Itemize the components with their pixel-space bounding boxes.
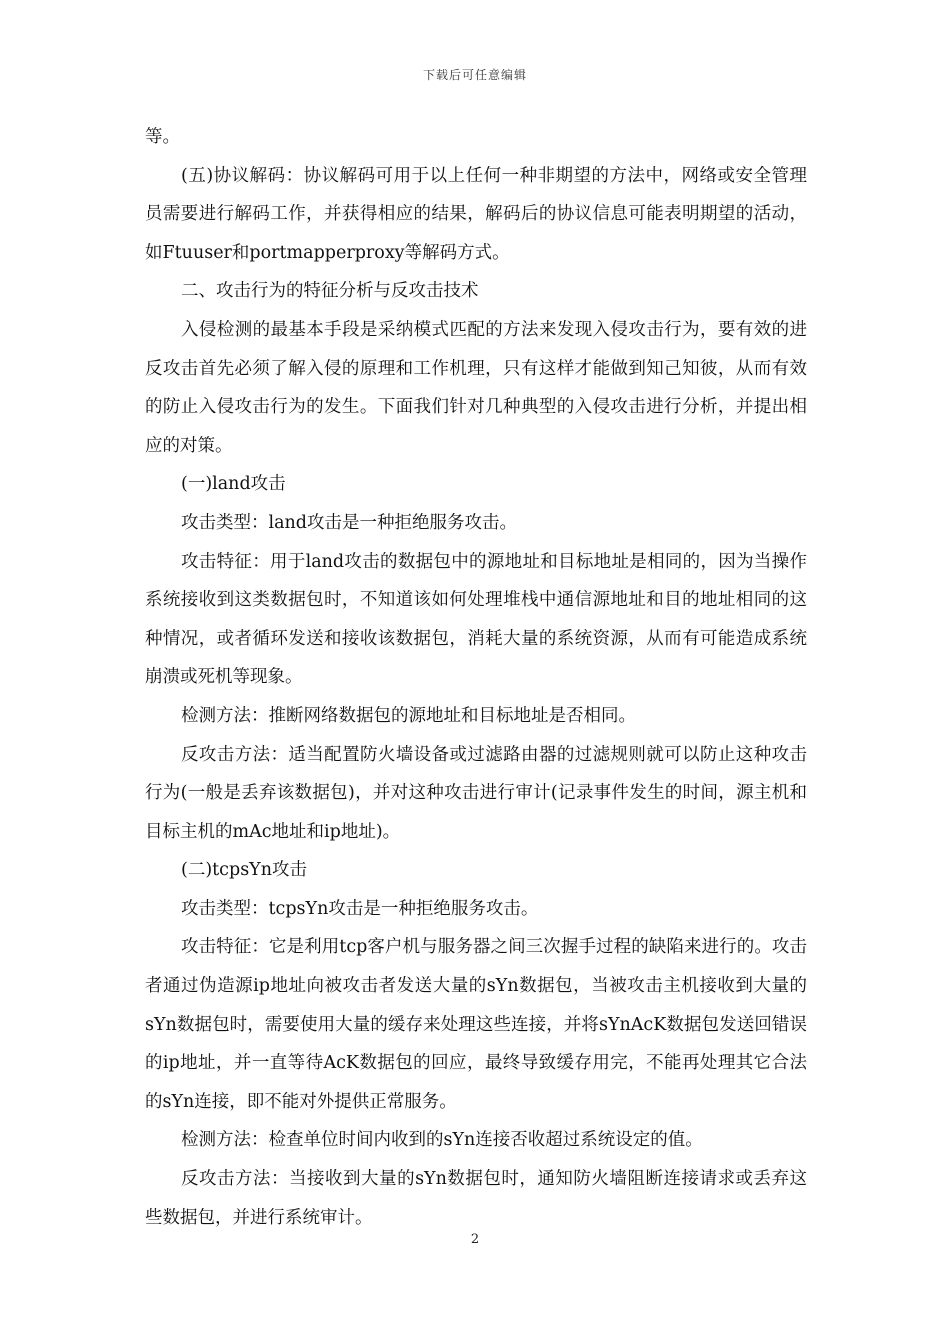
document-body <box>145 118 807 1237</box>
paragraph-tcpsyn-type: 攻击类型：tcpsYn攻击是一种拒绝服务攻击。 <box>181 898 539 919</box>
paragraph-protocol-decoding: (五)协议解码：协议解码可用于以上任何一种非期望的方法中，网络或安全管理员需要进行解码工作，并获得相应的结果，解码后的协议信息可能表明期望的活动，如Ftuuser和portmapperproxy等解码方式。 <box>145 165 807 263</box>
page-number: 2 <box>470 1232 480 1247</box>
paragraph-intro: 入侵检测的最基本手段是采纳模式匹配的方法来发现入侵攻击行为，要有效的进反攻击首先必须了解入侵的原理和工作机理，只有这样才能做到知己知彼，从而有效的防止入侵攻击行为的发生。下面我们针对几种典型的入侵攻击进行分析，并提出相应的对策。 <box>145 319 807 456</box>
paragraph-tcpsyn-feature: 攻击特征：它是利用tcp客户机与服务器之间三次握手过程的缺陷来进行的。攻击者通过伪造源ip地址向被攻击者发送大量的sYn数据包，当被攻击主机接收到大量的sYn数据包时，需要使用大量的缓存来处理这些连接，并将sYnAcK数据包发送回错误的ip地址，并一直等待AcK数据包的回应，最终导致缓存用完，不能再处理其它合法的sYn连接，即不能对外提供正常服务。 <box>145 937 807 1112</box>
section-heading: 二、攻击行为的特征分析与反攻击技术 <box>181 281 479 302</box>
paragraph-tcpsyn-detection: 检测方法：检查单位时间内收到的sYn连接否收超过系统设定的值。 <box>181 1130 703 1151</box>
paragraph-tcpsyn-counter: 反攻击方法：当接收到大量的sYn数据包时，通知防火墙阻断连接请求或丢弃这些数据包，并进行系统审计。 <box>145 1169 807 1228</box>
subsection-heading-land: (一)land攻击 <box>181 474 286 495</box>
subsection-heading-tcpsyn: (二)tcpsYn攻击 <box>181 860 307 881</box>
paragraph-land-detection: 检测方法：推断网络数据包的源地址和目标地址是否相同。 <box>181 705 636 726</box>
page-header: 下载后可任意编辑 <box>422 68 527 82</box>
paragraph-land-type: 攻击类型：land攻击是一种拒绝服务攻击。 <box>181 512 518 533</box>
paragraph-land-feature: 攻击特征：用于land攻击的数据包中的源地址和目标地址是相同的，因为当操作系统接收到这类数据包时，不知道该如何处理堆栈中通信源地址和目的地址相同的这种情况，或者循环发送和接收该数据包，消耗大量的系统资源，从而有可能造成系统崩溃或死机等现象。 <box>145 551 807 688</box>
paragraph-land-counter: 反攻击方法：适当配置防火墙设备或过滤路由器的过滤规则就可以防止这种攻击行为(一般是丢弃该数据包)，并对这种攻击进行审计(记录事件发生的时间，源主机和目标主机的mAc地址和ip地址)。 <box>145 744 807 842</box>
paragraph-continuation: 等。 <box>145 127 180 147</box>
